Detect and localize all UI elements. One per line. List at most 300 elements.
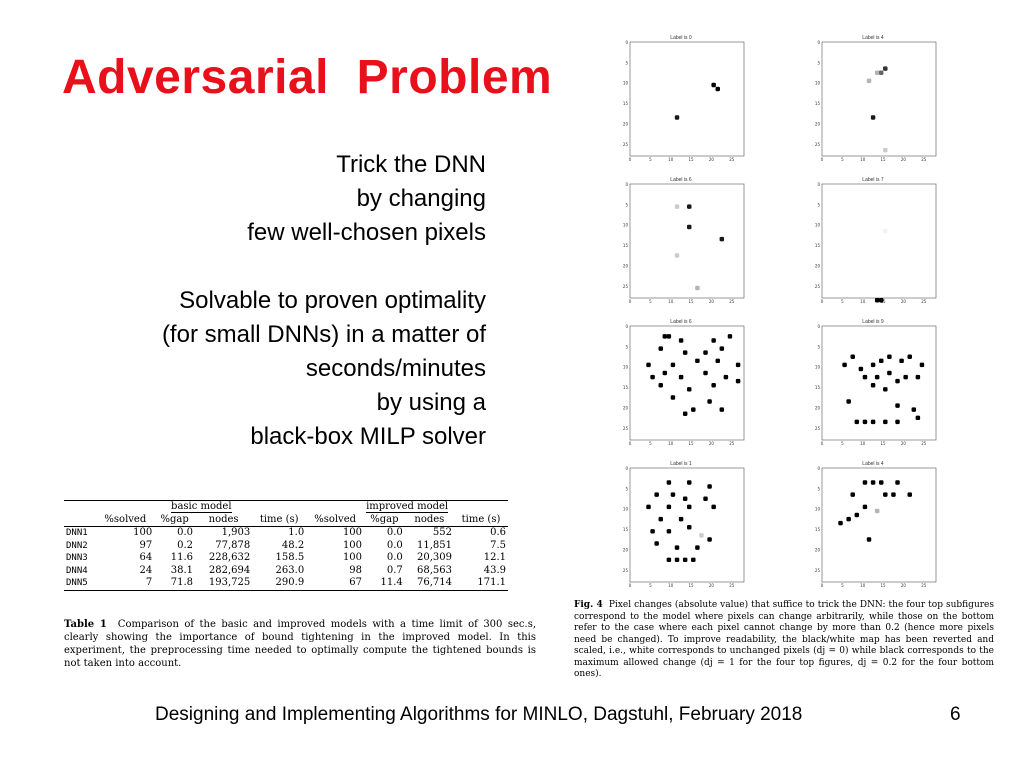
changed-pixel [867, 79, 871, 83]
table-cell: 12.1 [483, 552, 506, 563]
body-line: (for small DNNs) in a matter of [161, 321, 486, 348]
y-tick-label: 20 [814, 263, 820, 269]
changed-pixel [724, 375, 728, 379]
panel-frame [630, 468, 744, 582]
x-tick-label: 15 [880, 299, 886, 304]
table-cell: 11.4 [380, 577, 403, 588]
changed-pixel [883, 420, 887, 424]
table-row [64, 577, 508, 590]
changed-pixel [671, 363, 675, 367]
y-tick-label: 5 [625, 344, 628, 350]
x-tick-label: 0 [820, 583, 824, 588]
changed-pixel [675, 204, 679, 208]
y-tick-label: 20 [622, 405, 628, 411]
x-tick-label: 15 [880, 157, 886, 162]
pixel-map [616, 35, 746, 165]
changed-pixel [683, 412, 687, 416]
changed-pixel [707, 484, 711, 488]
changed-pixel [687, 387, 691, 391]
changed-pixel [687, 505, 691, 509]
y-tick-label: 5 [817, 202, 820, 208]
changed-pixel [891, 492, 895, 496]
y-tick-label: 5 [817, 344, 820, 350]
table-cell: 76,714 [416, 577, 452, 588]
y-tick-label: 10 [622, 80, 628, 86]
x-tick-label: 25 [921, 583, 927, 588]
changed-pixel [875, 509, 879, 513]
changed-pixel [863, 505, 867, 509]
changed-pixel [683, 350, 687, 354]
column-header: %solved [314, 513, 357, 525]
x-tick-label: 25 [729, 441, 735, 446]
y-tick-label: 0 [625, 466, 628, 471]
changed-pixel [871, 383, 875, 387]
y-tick-label: 0 [817, 40, 820, 45]
row-name: DNN1 [66, 528, 88, 538]
changed-pixel [646, 363, 650, 367]
changed-pixel [863, 420, 867, 424]
x-tick-label: 5 [649, 299, 652, 304]
panel-label: Label is 7 [862, 177, 884, 183]
changed-pixel [842, 363, 846, 367]
row-name: DNN3 [66, 553, 88, 563]
x-tick-label: 20 [708, 157, 714, 162]
body-line: by changing [356, 185, 486, 212]
table-cell: 98 [349, 564, 363, 576]
y-tick-label: 15 [622, 101, 628, 107]
y-tick-label: 0 [817, 466, 820, 471]
changed-pixel [683, 497, 687, 501]
x-tick-label: 20 [900, 299, 906, 304]
x-tick-label: 15 [688, 299, 694, 304]
table-cell: 11,851 [416, 539, 452, 551]
changed-pixel [667, 480, 671, 484]
x-tick-label: 10 [668, 583, 674, 588]
x-tick-label: 15 [880, 441, 886, 446]
pixel-map [616, 319, 746, 449]
y-tick-label: 20 [622, 547, 628, 553]
changed-pixel [846, 399, 850, 403]
y-tick-label: 25 [814, 567, 820, 573]
changed-pixel [895, 403, 899, 407]
table-cell: 24 [139, 564, 153, 576]
column-header: %gap [370, 513, 399, 525]
changed-pixel [895, 420, 899, 424]
changed-pixel [675, 558, 679, 562]
pixel-map [808, 319, 938, 449]
changed-pixel [863, 375, 867, 379]
changed-pixel [855, 420, 859, 424]
changed-pixel [908, 492, 912, 496]
changed-pixel [851, 355, 855, 359]
changed-pixel [671, 395, 675, 399]
table-cell: 11.6 [170, 552, 193, 563]
panel-label: Label is 4 [862, 35, 884, 41]
changed-pixel [691, 558, 695, 562]
row-name: DNN5 [66, 578, 88, 588]
panel-label: Label is 4 [862, 461, 884, 467]
body-line: Solvable to proven optimality [179, 287, 486, 314]
panel-label: Label is 0 [670, 35, 692, 41]
y-tick-label: 5 [817, 60, 820, 66]
changed-pixel [887, 355, 891, 359]
table-row [64, 540, 508, 553]
changed-pixel [703, 497, 707, 501]
figure-caption-label: Fig. 4 [574, 600, 603, 610]
changed-pixel [659, 517, 663, 521]
changed-pixel [879, 71, 883, 75]
changed-pixel [728, 334, 732, 338]
figure-panel [808, 35, 938, 165]
y-tick-label: 15 [814, 101, 820, 107]
x-tick-label: 15 [688, 583, 694, 588]
body-line: black-box MILP solver [250, 423, 486, 450]
changed-pixel [675, 545, 679, 549]
figure-grid [616, 35, 946, 588]
x-tick-label: 5 [649, 157, 652, 162]
changed-pixel [863, 480, 867, 484]
column-header: %gap [160, 513, 189, 525]
y-tick-label: 0 [625, 182, 628, 187]
table-cell: 228,632 [208, 552, 251, 563]
x-tick-label: 25 [729, 299, 735, 304]
x-tick-label: 20 [900, 441, 906, 446]
y-tick-label: 15 [622, 527, 628, 533]
figure-panel [808, 177, 938, 307]
y-tick-label: 20 [814, 121, 820, 127]
changed-pixel [883, 229, 887, 233]
changed-pixel [720, 346, 724, 350]
changed-pixel [646, 505, 650, 509]
table-cell: 290.9 [275, 577, 305, 588]
x-tick-label: 15 [688, 157, 694, 162]
body-line: seconds/minutes [305, 355, 486, 382]
y-tick-label: 10 [814, 364, 820, 370]
panel-frame [630, 184, 744, 298]
changed-pixel [859, 367, 863, 371]
changed-pixel [883, 387, 887, 391]
changed-pixel [687, 225, 691, 229]
changed-pixel [687, 480, 691, 484]
y-tick-label: 5 [625, 486, 628, 492]
changed-pixel [711, 383, 715, 387]
changed-pixel [699, 533, 703, 537]
figure-panel [616, 319, 746, 449]
changed-pixel [916, 375, 920, 379]
table-cell: 100 [133, 527, 153, 538]
x-tick-label: 25 [729, 157, 735, 162]
changed-pixel [707, 399, 711, 403]
table-cell: 0.0 [386, 552, 403, 563]
y-tick-label: 0 [625, 40, 628, 45]
row-name: DNN4 [66, 565, 88, 576]
changed-pixel [871, 363, 875, 367]
panel-frame [630, 42, 744, 156]
changed-pixel [879, 480, 883, 484]
figure-panel [808, 319, 938, 449]
table-cell: 0.0 [177, 527, 193, 538]
x-tick-label: 20 [900, 583, 906, 588]
table-cell: 43.9 [483, 564, 506, 576]
y-tick-label: 10 [814, 80, 820, 86]
table-cell: 7 [145, 577, 153, 588]
pixel-map [616, 461, 746, 591]
changed-pixel [675, 115, 679, 119]
x-tick-label: 10 [860, 441, 866, 446]
changed-pixel [851, 492, 855, 496]
changed-pixel [883, 148, 887, 152]
changed-pixel [703, 350, 707, 354]
table-row [64, 565, 508, 578]
table-cell: 100 [342, 539, 363, 551]
changed-pixel [667, 505, 671, 509]
changed-pixel [711, 338, 715, 342]
table-cell: 263.0 [275, 564, 305, 576]
changed-pixel [691, 407, 695, 411]
x-tick-label: 25 [921, 441, 927, 446]
changed-pixel [659, 346, 663, 350]
changed-pixel [695, 545, 699, 549]
x-tick-label: 0 [820, 441, 824, 446]
y-tick-label: 20 [814, 405, 820, 411]
changed-pixel [838, 521, 842, 525]
pixel-map [616, 177, 746, 307]
x-tick-label: 5 [841, 299, 844, 304]
x-tick-label: 5 [649, 441, 652, 446]
changed-pixel [871, 115, 875, 119]
y-tick-label: 0 [625, 324, 628, 329]
body-line: by using a [376, 389, 486, 416]
figure-panel [616, 461, 746, 591]
table-cell: 1.0 [288, 527, 305, 538]
column-header: time (s) [461, 513, 501, 525]
table-cell: 0.7 [386, 564, 403, 576]
changed-pixel [695, 359, 699, 363]
y-tick-label: 15 [622, 385, 628, 391]
x-tick-label: 20 [900, 157, 906, 162]
y-tick-label: 25 [622, 567, 628, 573]
changed-pixel [650, 375, 654, 379]
column-header: %solved [104, 513, 147, 525]
table-cell: 1,903 [221, 527, 251, 538]
column-header: nodes [414, 513, 445, 525]
changed-pixel [875, 375, 879, 379]
panel-label: Label is 6 [670, 177, 692, 183]
changed-pixel [883, 492, 887, 496]
changed-pixel [659, 383, 663, 387]
changed-pixel [920, 363, 924, 367]
x-tick-label: 0 [628, 441, 632, 446]
table-cell: 20,309 [416, 552, 452, 563]
slide-title: Adversarial Problem [62, 51, 553, 104]
table-cell: 100 [342, 552, 363, 563]
y-tick-label: 0 [817, 324, 820, 329]
table-cell: 64 [139, 552, 153, 563]
changed-pixel [679, 375, 683, 379]
changed-pixel [687, 525, 691, 529]
x-tick-label: 5 [649, 583, 652, 588]
changed-pixel [679, 338, 683, 342]
y-tick-label: 25 [622, 141, 628, 147]
y-tick-label: 5 [625, 60, 628, 66]
changed-pixel [720, 407, 724, 411]
table-cell: 67 [349, 577, 363, 588]
group-basic-header: basic model [171, 501, 232, 512]
column-header: time (s) [259, 513, 299, 525]
table-caption-text: Comparison of the basic and improved models with a time limit of 300 sec.s, clearly showing the importance of bound tightening in the improved model. In this experiment, the preprocessing time needed to optimally compute the tightened bounds is not taken into account. [64, 619, 537, 669]
x-tick-label: 0 [628, 157, 632, 162]
panel-label: Label is 1 [670, 461, 692, 467]
changed-pixel [716, 87, 720, 91]
y-tick-label: 20 [814, 547, 820, 553]
pixel-map [808, 35, 938, 165]
x-tick-label: 10 [860, 299, 866, 304]
changed-pixel [675, 253, 679, 257]
y-tick-label: 25 [814, 425, 820, 431]
changed-pixel [871, 420, 875, 424]
figure-panel [616, 35, 746, 165]
y-tick-label: 15 [814, 385, 820, 391]
group-improved-header: improved model [366, 501, 449, 512]
changed-pixel [883, 66, 887, 70]
changed-pixel [716, 359, 720, 363]
y-tick-label: 10 [622, 222, 628, 228]
changed-pixel [671, 492, 675, 496]
changed-pixel [663, 371, 667, 375]
changed-pixel [871, 480, 875, 484]
changed-pixel [703, 371, 707, 375]
y-tick-label: 20 [622, 121, 628, 127]
x-tick-label: 0 [628, 299, 632, 304]
x-tick-label: 10 [860, 583, 866, 588]
changed-pixel [667, 529, 671, 533]
x-tick-label: 10 [860, 157, 866, 162]
table-cell: 100 [342, 527, 363, 538]
changed-pixel [720, 237, 724, 241]
panel-label: Label is 6 [670, 319, 692, 325]
x-tick-label: 20 [708, 583, 714, 588]
slide-body [56, 148, 486, 454]
table-row [64, 527, 508, 540]
changed-pixel [895, 379, 899, 383]
changed-pixel [711, 505, 715, 509]
figure-caption [574, 600, 994, 681]
body-line: Trick the DNN [336, 151, 486, 178]
changed-pixel [903, 375, 907, 379]
table-cell: 48.2 [281, 539, 305, 551]
table-cell: 97 [139, 539, 153, 551]
changed-pixel [650, 529, 654, 533]
table-cell: 0.0 [386, 527, 403, 538]
changed-pixel [867, 537, 871, 541]
changed-pixel [846, 517, 850, 521]
y-tick-label: 25 [814, 141, 820, 147]
x-tick-label: 0 [628, 583, 632, 588]
changed-pixel [663, 334, 667, 338]
table-row [64, 552, 508, 565]
x-tick-label: 0 [820, 299, 824, 304]
changed-pixel [899, 359, 903, 363]
column-header: nodes [208, 513, 239, 525]
table-cell: 0.6 [490, 527, 506, 538]
x-tick-label: 25 [729, 583, 735, 588]
panel-frame [822, 184, 936, 298]
x-tick-label: 25 [921, 299, 927, 304]
y-tick-label: 15 [814, 527, 820, 533]
x-tick-label: 15 [880, 583, 886, 588]
table-caption-label: Table 1 [64, 619, 107, 630]
figure-caption-text: Pixel changes (absolute value) that suffice to trick the DNN: the four top subfigures correspond to the model where pixels can change arbitrarily, while those on the bottom refer to the case where each pixel cannot change by more than 0.2 (hence more pixels need be changed). To improve readability, the black/white map has been reverted and scaled, i.e., white corresponds to unchanged pixels (dj = 0) while black corresponds to the maximum allowed change (dj = 1 for the four top figures, dj = 0.2 for the four bottom ones). [574, 600, 994, 679]
panel-frame [822, 42, 936, 156]
table-cell: 171.1 [477, 577, 506, 588]
changed-pixel [695, 286, 699, 290]
table-cell: 38.1 [170, 564, 193, 576]
table-cell: 282,694 [208, 564, 251, 576]
x-tick-label: 0 [820, 157, 824, 162]
panel-frame [630, 326, 744, 440]
changed-pixel [667, 334, 671, 338]
x-tick-label: 10 [668, 157, 674, 162]
changed-pixel [707, 537, 711, 541]
y-tick-label: 25 [622, 283, 628, 289]
changed-pixel [736, 363, 740, 367]
table-cell: 158.5 [275, 552, 305, 563]
y-tick-label: 10 [814, 506, 820, 512]
y-tick-label: 10 [622, 364, 628, 370]
x-tick-label: 25 [921, 157, 927, 162]
figure-panel [616, 177, 746, 307]
x-tick-label: 10 [668, 299, 674, 304]
changed-pixel [875, 71, 879, 75]
row-name: DNN2 [66, 540, 88, 551]
changed-pixel [667, 558, 671, 562]
y-tick-label: 20 [622, 263, 628, 269]
changed-pixel [895, 480, 899, 484]
body-line: few well-chosen pixels [247, 219, 486, 246]
changed-pixel [736, 379, 740, 383]
pixel-map [808, 177, 938, 307]
y-tick-label: 15 [622, 243, 628, 249]
changed-pixel [908, 355, 912, 359]
table-cell: 193,725 [208, 577, 251, 588]
table-caption [64, 618, 536, 670]
footer-text: Designing and Implementing Algorithms for MINLO, Dagstuhl, February 2018 [155, 704, 803, 725]
y-tick-label: 10 [622, 506, 628, 512]
changed-pixel [687, 204, 691, 208]
changed-pixel [683, 558, 687, 562]
y-tick-label: 5 [625, 202, 628, 208]
table-cell: 71.8 [170, 577, 193, 588]
table-cell: 0.0 [386, 539, 403, 551]
changed-pixel [654, 541, 658, 545]
changed-pixel [875, 298, 879, 302]
changed-pixel [654, 492, 658, 496]
y-tick-label: 25 [622, 425, 628, 431]
changed-pixel [679, 517, 683, 521]
table-cell: 68,563 [416, 564, 452, 576]
table-cell: 77,878 [215, 539, 251, 551]
x-tick-label: 20 [708, 299, 714, 304]
pixel-map [808, 461, 938, 591]
changed-pixel [711, 83, 715, 87]
changed-pixel [912, 407, 916, 411]
y-tick-label: 5 [817, 486, 820, 492]
figure-panel [808, 461, 938, 591]
y-tick-label: 25 [814, 283, 820, 289]
x-tick-label: 5 [841, 583, 844, 588]
y-tick-label: 15 [814, 243, 820, 249]
x-tick-label: 15 [688, 441, 694, 446]
